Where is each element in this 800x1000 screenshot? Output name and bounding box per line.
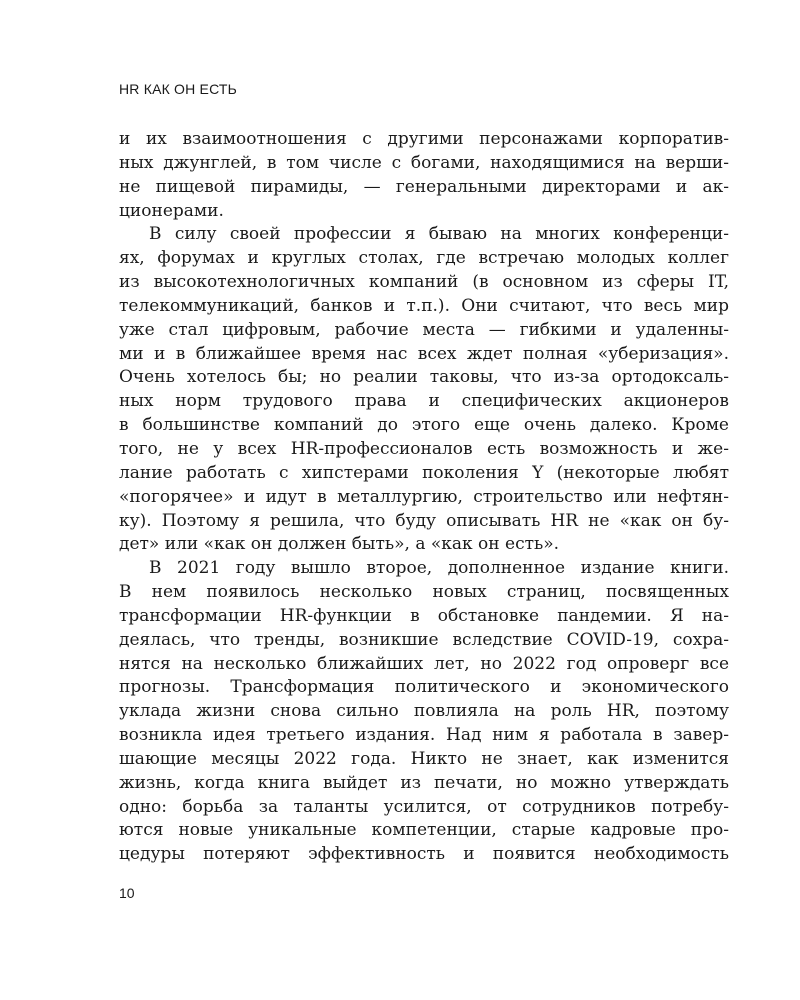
text-line: в большинстве компаний до этого еще очень далеко. Кроме [119, 415, 729, 436]
page-number: 10 [119, 885, 135, 901]
text-line: возникла идея третьего издания. Над ним я работала в завер- [119, 725, 729, 746]
text-line: ных джунглей, в том числе с богами, находящимися на верши- [119, 152, 729, 173]
text-line: и их взаимоотношения с другими персонажами корпоратив- [119, 129, 729, 149]
text-line: В силу своей профессии я бываю на многих конференци- [149, 224, 729, 245]
text-line: не пищевой пирамиды, — генеральными директорами и ак- [119, 176, 729, 197]
text-line: уже стал цифровым, рабочие места — гибкими и удаленны- [119, 319, 729, 340]
text-line: «погорячее» и идут в металлургию, строительство или нефтян- [119, 486, 729, 507]
text-line: ях, форумах и круглых столах, где встречаю молодых коллег [119, 248, 729, 269]
text-line: жизнь, когда книга выйдет из печати, но можно утверждать [119, 772, 729, 793]
text-line: шающие месяцы 2022 года. Никто не знает, как изменится [119, 748, 729, 769]
text-line: уклада жизни снова сильно повлияла на роль HR, поэтому [119, 701, 729, 722]
text-line: ку). Поэтому я решила, что буду описывать HR не «как он бу- [119, 510, 729, 531]
text-line: ционерами. [119, 200, 224, 221]
text-line: ных норм трудового права и специфических акционеров [119, 391, 729, 412]
text-line: лание работать с хипстерами поколения Y (некоторые любят [119, 462, 729, 483]
text-line: цедуры потеряют эффективность и появится необходимость [119, 844, 729, 865]
text-line: Очень хотелось бы; но реалии таковы, что из-за ортодоксаль- [119, 367, 729, 388]
text-line: телекоммуникаций, банков и т.п.). Они считают, что весь мир [119, 295, 729, 316]
text-line: нятся на несколько ближайших лет, но 2022 год опроверг все [119, 653, 729, 674]
running-head: HR КАК ОН ЕСТЬ [119, 81, 238, 97]
text-line: ются новые уникальные компетенции, старые кадровые про- [119, 820, 729, 841]
text-line: В 2021 году вышло второе, дополненное издание книги. [149, 558, 729, 579]
body-text [119, 128, 729, 867]
text-line: прогнозы. Трансформация политического и экономического [119, 677, 729, 698]
text-line: В нем появилось несколько новых страниц, посвященных [119, 582, 729, 603]
text-line: дет» или «как он должен быть», а «как он есть». [119, 534, 560, 555]
text-line: трансформации HR-функции в обстановке пандемии. Я на- [119, 605, 729, 626]
text-line: одно: борьба за таланты усилится, от сотрудников потребу- [119, 796, 729, 817]
text-line: того, не у всех HR-профессионалов есть возможность и же- [119, 438, 729, 459]
text-line: из высокотехнологичных компаний (в основном из сферы IT, [119, 272, 729, 293]
text-line: деялась, что тренды, возникшие вследствие COVID-19, сохра- [119, 629, 729, 650]
text-line: ми и в ближайшее время нас всех ждет полная «уберизация». [119, 343, 729, 364]
